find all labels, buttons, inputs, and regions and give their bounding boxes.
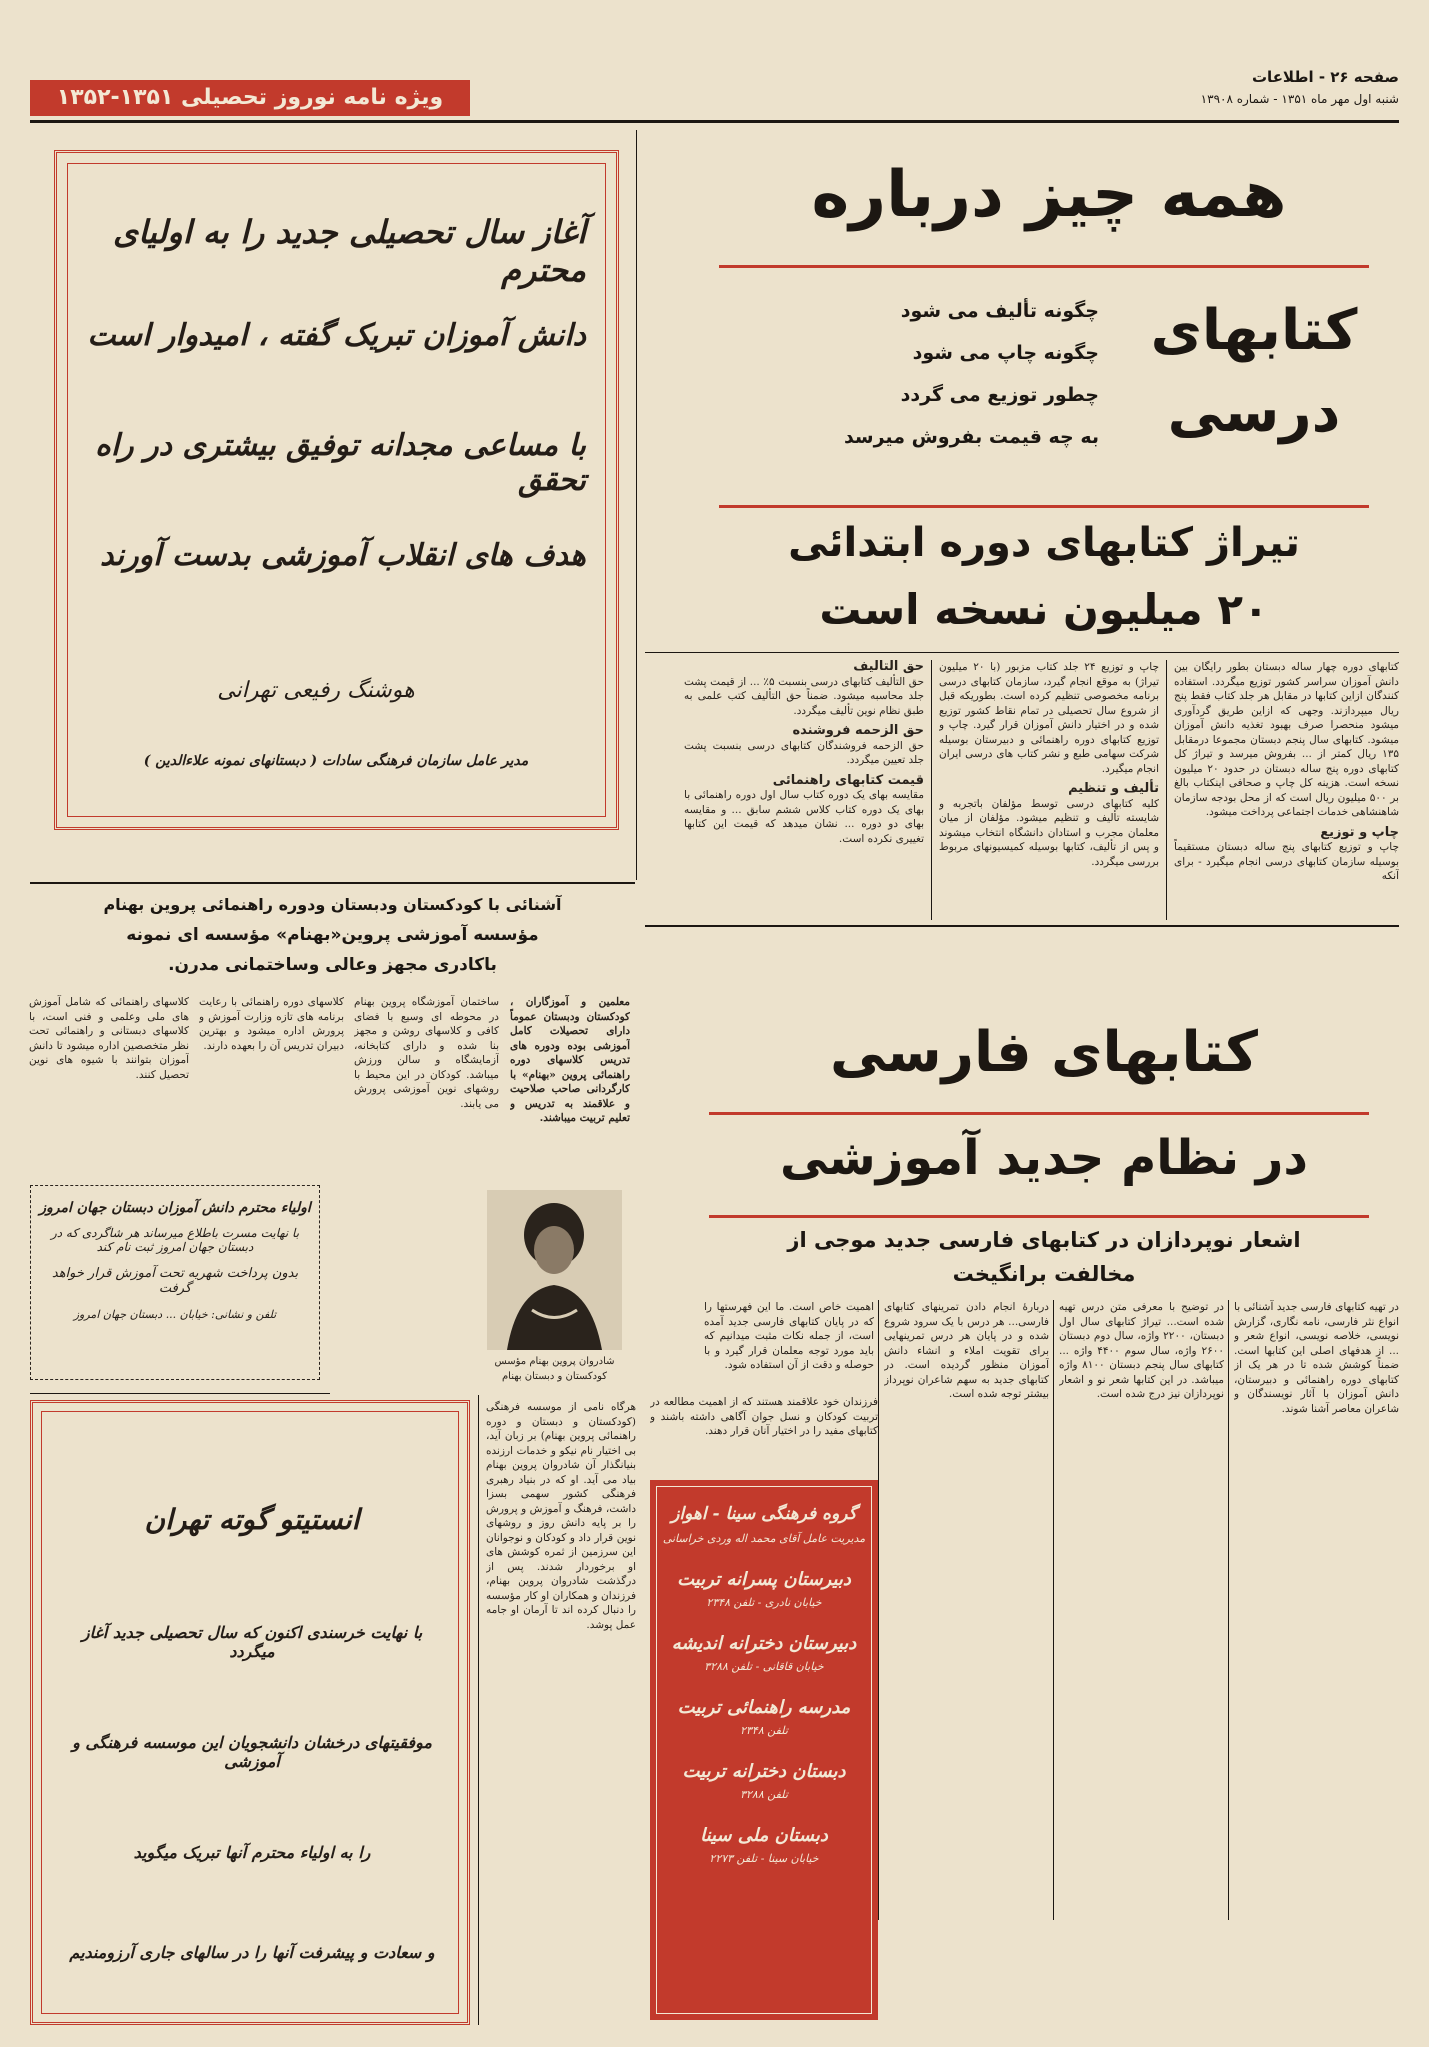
- masthead-rule: [30, 120, 1399, 123]
- persian-col-3: دربارهٔ انجام دادن تمرینهای کتابهای فارسی... هر درس با یک سرود شروع شده و در پایان هر درس تمرینهایی برای تقویت املاء و انشاء دانش آموزان منظور گردیده است. در کتابهای جدید به سهم شاعران نوپرداز بیشتر توجه شده است.: [884, 1301, 1049, 1400]
- goethe-title: انستیتو گوته تهران: [144, 1503, 360, 1536]
- goethe-line-1: با نهایت خرسندی اکنون که سال تحصیلی جدید آغاز میگردد: [81, 1623, 423, 1661]
- greeting-line-1: آغاز سال تحصیلی جدید را به اولیای محترم: [113, 213, 586, 289]
- sina-school-4: دبستان دخترانه تربیت: [682, 1761, 846, 1782]
- notice-line-4: تلفن و نشانی: خیابان ... دبستان جهان امروز: [73, 1308, 277, 1321]
- persian-headline-1: کتابهای فارسی: [830, 1020, 1258, 1085]
- greeting-line-2: دانش آموزان تبریک گفته ، امیدوار است: [87, 318, 586, 353]
- sina-inner-border: [656, 1486, 872, 2014]
- persian-subhead-2: مخالفت برانگیخت: [952, 1262, 1136, 1286]
- banner: ویژه نامه نوروز تحصیلی ۱۳۵۱-۱۳۵۲: [30, 80, 470, 116]
- notice-line-1: اولیاء محترم دانش آموزان دبستان جهان امروز: [39, 1200, 311, 1216]
- article-top-rule: [645, 652, 1399, 653]
- greeting-signer-title: مدیر عامل سازمان فرهنگی سادات ( دبستانهای نمونه علاءالدین ): [143, 753, 529, 769]
- goethe-line-4: و سعادت و پیشرفت آنها را در سالهای جاری آرزومندیم: [69, 1943, 435, 1962]
- sina-school-3-addr: تلفن ۲۳۴۸: [740, 1724, 788, 1737]
- headline-red-rule: [719, 265, 1369, 268]
- bottom-text-block: فرزندان خود علاقمند هستند که از اهمیت مطالعه در تربیت کودکان و نسل جوان آگاهی داشته باشند و کتابهای مفید را در اختیار آنان قرار دهند.: [650, 1396, 878, 1437]
- goethe-inner-border: [41, 1411, 459, 2014]
- sina-school-2-addr: خیابان قاقانی - تلفن ۳۲۸۸: [704, 1660, 824, 1673]
- section-royalties: حق التألیف: [853, 660, 924, 674]
- goethe-line-2: موفقیتهای درخشان دانشجویان این موسسه فرهنگی و آموزشی: [72, 1733, 432, 1771]
- kinder-col-b: ساختمان آموزشگاه پروین بهنام در محوطه ای وسیع با فضای کافی و کلاسهای روشن و مجهز بنا شده و دارای کتابخانه، آزمایشگاه و سالن ورزش میباشد. کودکان در این محیط با روشهای نوین آموزشی پرورش می یابند.: [354, 996, 499, 1110]
- section-guidance-price: قیمت کتابهای راهنمائی: [772, 772, 924, 788]
- persian-subhead-1: اشعار نوپردازان در کتابهای فارسی جدید موجی از: [787, 1228, 1301, 1252]
- photo-caption: شادروان پروین بهنام مؤسس کودکستان و دبستان بهنام: [494, 1356, 615, 1382]
- kinder-col-c: کلاسهای دوره راهنمائی با رعایت برنامه های تازه وزارت آموزش و پرورش اداره میشود و بهترین دبیران تدریس آن را بعهده دارند.: [199, 996, 344, 1052]
- persian-red-rule-2: [709, 1215, 1369, 1218]
- persian-col-4: اهمیت خاص است. ما این فهرستها را که در پایان کتابهای فارسی جدید آمده است، از جمله نکات مثبت میدانیم که باید مورد توجه معلمان قرار گیرد و با حوصله و دقت از آن استفاده شود.: [704, 1301, 874, 1371]
- kinder-head-2: مؤسسه آموزشی پروین«بهنام» مؤسسه ای نمونه: [126, 925, 539, 945]
- goethe-box: [30, 1400, 470, 2025]
- persian-red-rule: [709, 1112, 1369, 1115]
- section-authoring: تألیف و تنظیم: [1068, 781, 1159, 796]
- notice-box: [30, 1185, 320, 1380]
- sina-school-1-addr: خیابان نادری - تلفن ۲۳۴۸: [706, 1596, 822, 1609]
- persian-col-2: در توضیح با معرفی متن درس تهیه شده است... تیراژ کتابهای سال اول دبستان، ۲۲۰۰ واژه، سال دوم دبستان ۲۶۰۰ واژه، سال سوم ۴۴۰۰ واژه ... کتابهای سال پنجم دبستان ۸۱۰۰ واژه میباشد. در این کتابها شعر نو و اشعار نوپردازان نیز درج شده است.: [1059, 1301, 1224, 1400]
- notice-line-3: بدون پرداخت شهریه تحت آموزش قرار خواهد گرفت: [51, 1266, 299, 1296]
- kinder-top-rule: [30, 882, 635, 884]
- persian-top-rule: [645, 925, 1399, 927]
- sina-school-5: دبستان ملی سینا: [700, 1825, 828, 1846]
- circulation-headline-1: تیراژ کتابهای دوره ابتدائی: [788, 520, 1300, 566]
- sina-ad: [650, 1480, 878, 2020]
- greeting-line-3: با مساعی مجدانه توفیق بیشتری در راه تحقق: [95, 428, 586, 498]
- article-divider-2: [931, 660, 932, 920]
- headline-textbooks: کتابهای درسی: [1150, 298, 1358, 445]
- founder-photo: [487, 1190, 622, 1350]
- sina-school-2: دبیرستان دخترانه اندیشه: [671, 1633, 857, 1654]
- sina-group: گروه فرهنگی سینا - اهواز: [671, 1504, 857, 1524]
- page-info: صفحه ۲۶ - اطلاعات: [1251, 68, 1399, 86]
- school-col-divider: [478, 1395, 479, 2025]
- goethe-top-rule: [30, 1393, 330, 1394]
- sina-school-1: دبیرستان پسرانه تربیت: [677, 1569, 851, 1590]
- date-info: شنبه اول مهر ماه ۱۳۵۱ - شماره ۱۳۹۰۸: [1200, 92, 1399, 106]
- goethe-line-3: را به اولیاء محترم آنها تبریک میگوید: [133, 1843, 371, 1862]
- subhead-distributed: چطور توزیع می گردد: [900, 384, 1099, 406]
- persian-headline-2: در نظام جدید آموزشی: [779, 1130, 1309, 1186]
- article-col-left: حق التألیف حق التألیف کتابهای درسی بنسبت ۵٪ ... از قیمت پشت جلد محاسبه میشود. ضمناً حق التألیف کتب علمی به طبق نظام نوین تألیف میگردد. حق الزحمه فروشنده حق الزحمه فروشندگان کتابهای درسی بنسبت پشت جلد تعیین میگردد. قیمت کتابهای راهنمائی مقایسه بهای یک دوره کتاب سال اول دوره راهنمائی با بهای یک دوره کتاب کلاس ششم سابق ... و مقایسه بهای دو دوره ... نشان میدهد که قیمت این کتابها تغییری نکرده است.: [684, 660, 924, 845]
- column-divider: [636, 130, 637, 880]
- greeting-signer: هوشنگ رفیعی تهرانی: [217, 678, 415, 703]
- sina-manager: مدیریت عامل آقای محمد اله وردی خراسانی: [662, 1532, 866, 1545]
- article-col-mid: چاپ و توزیع ۲۴ جلد کتاب مزبور (با ۲۰ میلیون تیراژ) به موقع انجام گیرد، سازمان کتابهای درسی برنامه مخصوصی تنظیم کرده است. بطوریکه قبل از شروع سال تحصیلی در تمام نقاط کشور توزیع شده و در اختیار دانش آموزان قرار گیرد. چاپ و توزیع کتابهای دوره راهنمائی و دبیرستان بوسیله شرکت سهامی طبع و نشر کتاب های درسی ایران انجام میگیرد. تألیف و تنظیم کلیه کتابهای درسی توسط مؤلفان باتجربه و شایسته تألیف و تنظیم میشود. مؤلفان از میان معلمان مجرب و استادان دانشگاه انتخاب میشوند و پس از تألیف، کتابها بوسیله کمیسیونهای مربوط بررسی میگردد.: [939, 661, 1159, 868]
- article-divider-1: [1166, 660, 1167, 920]
- kinder-col-d: کلاسهای راهنمائی که شامل آموزش های ملی وعلمی و فنی است، با کلاسهای دبستانی و راهنمائی تحت نظر متخصصین اداره میشود تا دانش آموزان بتوانند با شیوه های نوین تحصیل کنند.: [29, 996, 189, 1081]
- big-head-red-rule: [719, 505, 1369, 508]
- subhead-price: به چه قیمت بفروش میرسد: [843, 426, 1099, 448]
- persian-divider-3: [878, 1300, 879, 1920]
- circulation-headline-2: ۲۰ میلیون نسخه است: [819, 585, 1269, 634]
- notice-line-2: با نهایت مسرت باطلاع میرساند هر شاگردی که در دبستان جهان امروز ثبت نام کند: [50, 1226, 300, 1254]
- portrait-image: [487, 1190, 622, 1350]
- school-col-text: هرگاه نامی از موسسه فرهنگی (کودکستان و دبستان و دوره راهنمائی پروین بهنام) بر زبان آید، بی اختیار نام نیکو و خدمات ارزنده بنیانگذار آن شادروان پروین بهنام بیاد می آید. او که در بنیاد رهبری فرهنگی کشور سهمی بسزا داشت، فرهنگ و آموزش و پرورش را بر پایه دانش روز و روشهای نوین قرار داد و کودکان و نوجوانان این سرزمین از ثمره کوشش های او برخوردار شدند. پس از درگذشت شادروان پروین بهنام، فرزندان و همکاران او کار مؤسسه را دنبال کرده اند تا آرمان او جامه عمل پوشد.: [486, 1401, 636, 1631]
- greeting-box: [54, 150, 619, 830]
- subhead-printed: چگونه چاپ می شود: [912, 342, 1099, 364]
- persian-divider-2: [1053, 1300, 1054, 1920]
- kinder-head-1: آشنائی با کودکستان ودبستان ودوره راهنمائی پروین بهنام: [103, 895, 562, 914]
- persian-col-1: در تهیه کتابهای فارسی جدید آشنائی با انواع نثر فارسی، نامه نگاری، گزارش نویسی، خلاصه نویسی، انواع شعر و ... از هدفهای اصلی این کتابها است. ضمناً کوشش شده تا در هر یک از کتابهای دوره راهنمائی و دبیرستان، دانش آموزان با آثار نویسندگان و شاعران معاصر آشنا شوند.: [1234, 1301, 1399, 1415]
- persian-divider-1: [1228, 1300, 1229, 1920]
- section-seller-fee: حق الزحمه فروشنده: [792, 723, 924, 738]
- sina-school-5-addr: خیابان سینا - تلفن ۲۲۷۳: [709, 1852, 819, 1865]
- article-col-right: کتابهای دوره چهار ساله دبستان بطور رایگان بین دانش آموزان سراسر کشور توزیع میگردد. استفاده کنندگان ازاین کتابها در مقابل هر جلد کتاب فقط پنج ریال میپردازند. وجهی که ازاین طریق گردآوری میشود منحصرا صرف بهبود تغذیه دانش آموزان میشود. کتابهای سال پنجم دبستان مجموعا درمقابل ۱۳۵ ریال کمتر از ... بفروش میرسد و تیراژ کل کتابهای دوره پنج ساله دبستان در حدود ۲۰ میلیون نسخه است. هزینه کل چاپ و صحافی اینکتاب بالغ بر ۵۰۰ میلیون ریال است که از محل بودجه سازمان شاهنشاهی خدمات اجتماعی پرداخت میشود. چاپ و توزیع چاپ و توزیع کتابهای پنج ساله دبستان مستقیماً بوسیله سازمان کتابهای درسی انجام میگیرد - برای آنکه: [1174, 661, 1399, 882]
- kinder-col-a: معلمین و آموزگاران ، کودکستان ودبستان عموماً دارای تحصیلات کامل آموزشی بوده ودوره های تدریس کلاسهای دوره راهنمائی پروین «بهنام» با کارگردانی صاحب صلاحیت و علاقمند به تدریس و تعلیم تربیت میباشند.: [510, 996, 630, 1124]
- kinder-head-3: باکادری مجهز وعالی وساختمانی مدرن.: [168, 955, 497, 975]
- section-print-distribution: چاپ و توزیع: [1320, 824, 1399, 840]
- greeting-line-4: هدف های انقلاب آموزشی بدست آورند: [100, 538, 586, 573]
- subhead-list: [769, 290, 1099, 458]
- subhead-authored: چگونه تألیف می شود: [900, 300, 1099, 322]
- sina-school-3: مدرسه راهنمائی تربیت: [677, 1697, 851, 1718]
- sina-school-4-addr: تلفن ۳۲۸۸: [740, 1788, 788, 1801]
- headline-everything: همه چیز درباره: [811, 158, 1287, 232]
